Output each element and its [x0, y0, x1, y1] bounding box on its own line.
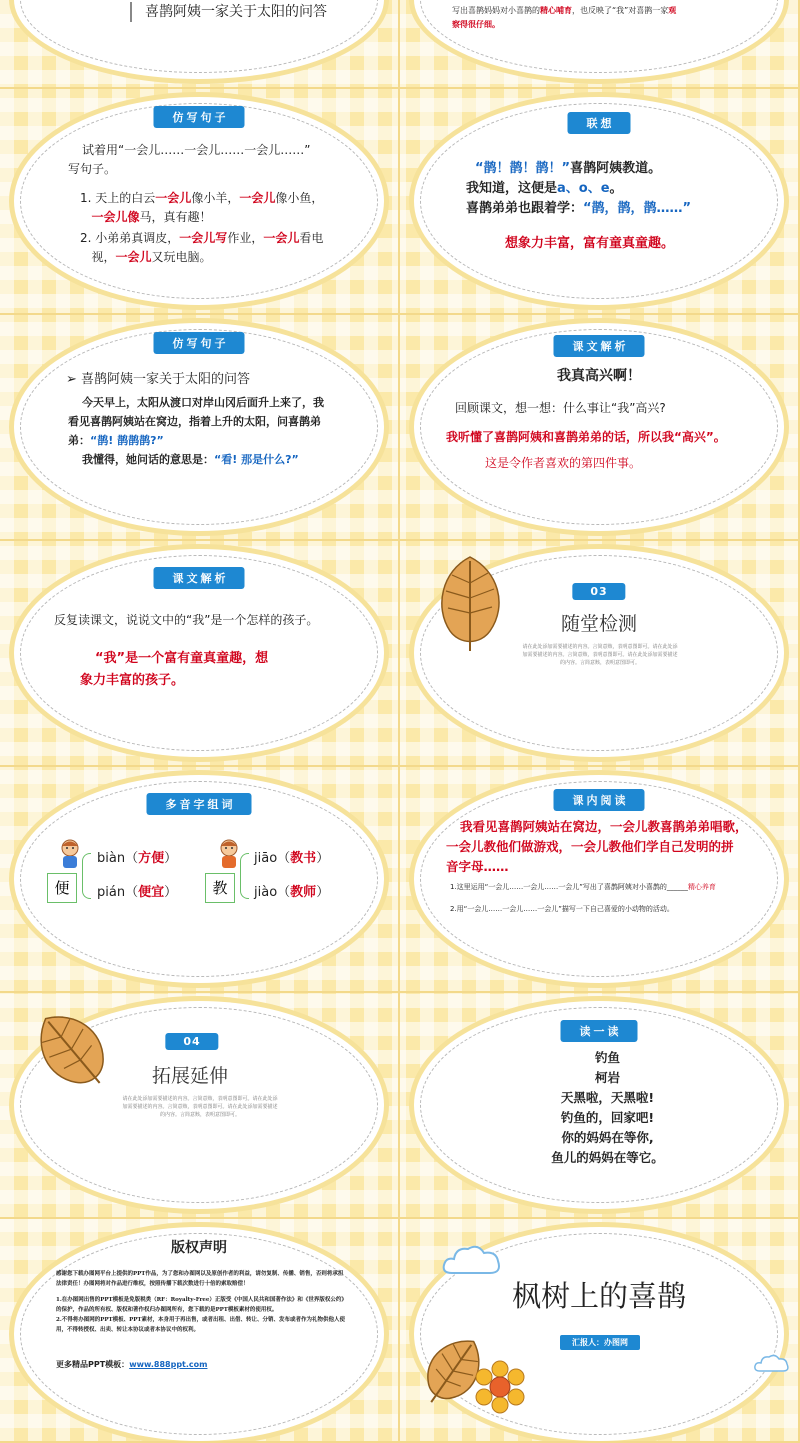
- bird-call: “鹊！鹊！鹊！”: [475, 161, 571, 176]
- answer-line: 象力丰富的孩子。: [80, 673, 185, 688]
- description-line: 的内容。言简意赅，表明意图即可。: [559, 660, 640, 666]
- title-bar-accent: [130, 2, 132, 22]
- example-highlight: 一会儿像: [91, 210, 140, 224]
- passage-line: 看见喜鹊阿姨站在窝边，指着上升的太阳，问喜鹊弟: [68, 415, 321, 428]
- example-number: 2.: [80, 231, 92, 245]
- poem-line: 你的妈妈在等你,: [561, 1130, 654, 1145]
- intro-line: 写句子。: [68, 162, 117, 176]
- example-text: 又玩电脑。: [151, 250, 212, 264]
- section-pill: 课文解析: [554, 335, 645, 357]
- more-templates: [56, 1359, 207, 1371]
- word: 教书: [290, 851, 317, 866]
- slide-7: [0, 541, 400, 767]
- association-line-1: [475, 159, 661, 178]
- association-line-3: [466, 199, 691, 218]
- reading-1: biàn（方便）: [97, 851, 178, 866]
- description: [105, 1095, 295, 1119]
- answer-line: 我听懂了喜鹊阿姨和喜鹊弟弟的话，所以我“高兴”。: [446, 430, 726, 444]
- slide-title: 拓展延伸: [152, 1065, 229, 1087]
- slide-title: 枫树上的喜鹊: [511, 1279, 686, 1313]
- poem-line: 天黑啦，天黑啦!: [560, 1090, 655, 1105]
- example-text: 天上的白云: [95, 191, 156, 205]
- passage-line: 我看见喜鹊阿姨站在窝边，一会儿教喜鹊弟弟唱歌，: [460, 819, 748, 834]
- copyright-paragraph: 感谢您下载办图网平台上提供的PPT作品，为了您和办图网以及原创作者的利益，请勿复制、传播、销售，否则将承担法律责任！办图网将对作品进行维权，按照传播下载次数进行十倍的索取赔偿！: [56, 1271, 344, 1287]
- intro-line: 试着用“一会儿……一会儿……一会儿……”: [82, 143, 311, 157]
- answer-line: 这是令作者喜欢的第四件事。: [485, 456, 642, 470]
- description-line: 加需要描述的内容。言简意赅，表明意图即可。请在此处添加需要描述: [522, 652, 678, 658]
- summary-highlight: 精心哺育: [540, 6, 572, 15]
- example-text: 像小鱼，: [275, 191, 324, 205]
- reading-3: jiāo（教书）: [254, 851, 330, 866]
- slide-14: [400, 1219, 800, 1443]
- example-text: 作业，: [227, 231, 264, 245]
- website-link[interactable]: www.888ppt.com: [129, 1360, 208, 1369]
- example-2: [80, 229, 340, 267]
- word: 方便: [138, 851, 165, 866]
- section-number: 03: [572, 583, 625, 600]
- slide-12: [400, 993, 800, 1219]
- example-highlight: 一会儿: [115, 250, 152, 264]
- char: 教: [212, 879, 228, 897]
- line-text: 我懂得，她问话的意思是：: [82, 453, 214, 466]
- question: 回顾课文，想一想：什么事让“我”高兴?: [455, 401, 666, 415]
- example-text: 视，: [91, 250, 116, 264]
- copyright-paragraph: 1.在办图网出售的PPT模板是免版税类（RF：Royalty-Free）正版受《中国人民共和国著作法》和《世界版权公约》的保护，作品的所有权、版权和著作权归办图网所有，您下载的是PPT模板素材的使用权。: [56, 1297, 347, 1313]
- word: 便宜: [138, 885, 165, 900]
- reading-4: jiào（教师）: [254, 885, 330, 900]
- line-text: 。: [609, 181, 623, 196]
- char: 便: [54, 879, 70, 897]
- meaning: “看! 那是什么?”: [214, 453, 299, 466]
- copyright-paragraph: 2.不得将办图网的PPT模板、PPT素材，本身用于再出售，或者出租、出借、转让、分销、发布或者作为礼物供他人使用，不得转授权、出卖、转让本协议或者本协议中的权利。: [56, 1317, 345, 1333]
- poem: [510, 1048, 705, 1168]
- slide-1: [0, 0, 400, 89]
- line-text: 我知道，这便是: [466, 181, 558, 196]
- example-highlight: 一会儿写: [179, 231, 228, 245]
- slide-4: [400, 89, 800, 315]
- section-number: 04: [165, 1033, 218, 1050]
- pinyin: biàn: [97, 851, 126, 866]
- reading-2: pián（便宜）: [97, 885, 178, 900]
- pinyin-vowels: a、o、e: [557, 181, 610, 196]
- passage-line: 一会儿教他们做游戏，一会儿教他们学自己发明的拼: [446, 839, 734, 854]
- slide-6: [400, 315, 800, 541]
- summary-part: ，也反映了“我”对喜鹊一家: [572, 6, 669, 15]
- example-text: 马，真有趣！: [139, 210, 212, 224]
- answer: 精心养育: [687, 883, 716, 891]
- slide-11: [0, 993, 400, 1219]
- slide-2: [400, 0, 800, 89]
- poem-line: 钓鱼: [594, 1050, 620, 1065]
- cloud-icon: [442, 1243, 502, 1277]
- example-text: 小弟弟真调皮，: [95, 231, 180, 245]
- example-highlight: 一会儿: [155, 191, 192, 205]
- line-text: 喜鹊弟弟也跟着学：: [466, 201, 584, 216]
- example-highlight: 一会儿: [239, 191, 276, 205]
- slide-8: [400, 541, 800, 767]
- question-1: [450, 881, 770, 893]
- passage-line: [68, 431, 164, 450]
- passage-line: [82, 450, 299, 469]
- leaf-icon: [430, 553, 510, 653]
- passage-line: 今天早上，太阳从渡口对岸山冈后面升上来了，我: [82, 396, 324, 409]
- question-2: 2.用“一会儿……一会儿……一会儿”描写一下自己喜爱的小动物的活动。: [450, 905, 674, 913]
- section-pill: 联想: [568, 112, 631, 134]
- section-pill: 仿写句子: [154, 332, 245, 354]
- association-conclusion: 想象力丰富，富有童真童趣。: [505, 236, 675, 251]
- description-line: 加需要描述的内容。言简意赅，表明意图即可。请在此处添加需要描述: [122, 1104, 278, 1110]
- brace: [240, 853, 249, 899]
- brace: [82, 853, 91, 899]
- slide-9: [0, 767, 400, 993]
- example-1: [80, 189, 340, 227]
- example-highlight: 一会儿: [263, 231, 300, 245]
- slide-title: 我真高兴啊！: [557, 368, 641, 384]
- pinyin: jiāo: [254, 851, 278, 866]
- pinyin: jiào: [254, 885, 278, 900]
- example-text: 像小羊，: [191, 191, 240, 205]
- section-pill: 课内阅读: [554, 789, 645, 811]
- description-line: 请在此处添加需要描述的内容。言简意赅，表明意图即可。请在此处添: [522, 644, 678, 650]
- description: [500, 643, 700, 667]
- example-number: 1.: [80, 191, 92, 205]
- cloud-icon: [754, 1353, 790, 1373]
- description-line: 的内容。言简意赅，表明意图即可。: [159, 1112, 240, 1118]
- poem-line: 柯岩: [594, 1070, 620, 1085]
- section-heading: ➢ 喜鹊阿姨一家关于太阳的问答: [66, 372, 251, 387]
- slide-3: [0, 89, 400, 315]
- answer-line: “我”是一个富有童真童趣，想: [95, 651, 269, 666]
- section-pill: 多音字组词: [147, 793, 252, 815]
- slide-10: [400, 767, 800, 993]
- more-label: 更多精品PPT模板：: [56, 1360, 130, 1369]
- section-pill: 读一读: [561, 1020, 638, 1042]
- copyright-text: [56, 1269, 348, 1335]
- line-text: 弟：: [68, 434, 90, 447]
- leaf-icon: [32, 1005, 112, 1095]
- slide-5: [0, 315, 400, 541]
- summary-highlight: 察得很仔细。: [452, 20, 500, 29]
- summary-text: [452, 4, 772, 32]
- summary-highlight: 观: [668, 6, 677, 15]
- char-box: [47, 873, 77, 903]
- summary-part: 写出喜鹊妈妈对小喜鹊的: [452, 6, 540, 15]
- association-line-2: [466, 179, 623, 198]
- slide-13: [0, 1219, 400, 1443]
- poem-line: 钓鱼的，回家吧!: [560, 1110, 655, 1125]
- bird-call: “鹊! 鹊鹊鹊?”: [90, 434, 164, 447]
- flower-icon: [472, 1359, 528, 1415]
- poem-line: 鱼儿的妈妈在等它。: [551, 1150, 664, 1165]
- reporter-badge: 汇报人：办图网: [560, 1335, 640, 1350]
- char-box: [205, 873, 235, 903]
- word: 教师: [290, 885, 317, 900]
- example-text: 看电: [299, 231, 324, 245]
- bird-call: “鹊，鹊，鹊……”: [583, 201, 692, 216]
- section-pill: 课文解析: [154, 567, 245, 589]
- slide-title: 喜鹊阿姨一家关于太阳的问答: [145, 4, 327, 20]
- question-text: 1.这里运用“一会儿……一会儿……一会儿”写出了喜鹊阿姨对小喜鹊的______: [450, 883, 688, 891]
- slide-title: 随堂检测: [560, 613, 637, 635]
- section-pill: 仿写句子: [154, 106, 245, 128]
- description-line: 请在此处添加需要描述的内容。言简意赅，表明意图即可。请在此处添: [122, 1096, 278, 1102]
- pinyin: pián: [97, 885, 126, 900]
- slide-title: 版权声明: [171, 1240, 227, 1256]
- passage-line: 音字母……: [446, 859, 509, 874]
- line-text: 喜鹊阿姨教道。: [570, 161, 662, 176]
- question: 反复读课文，说说文中的“我”是一个怎样的孩子。: [54, 613, 319, 627]
